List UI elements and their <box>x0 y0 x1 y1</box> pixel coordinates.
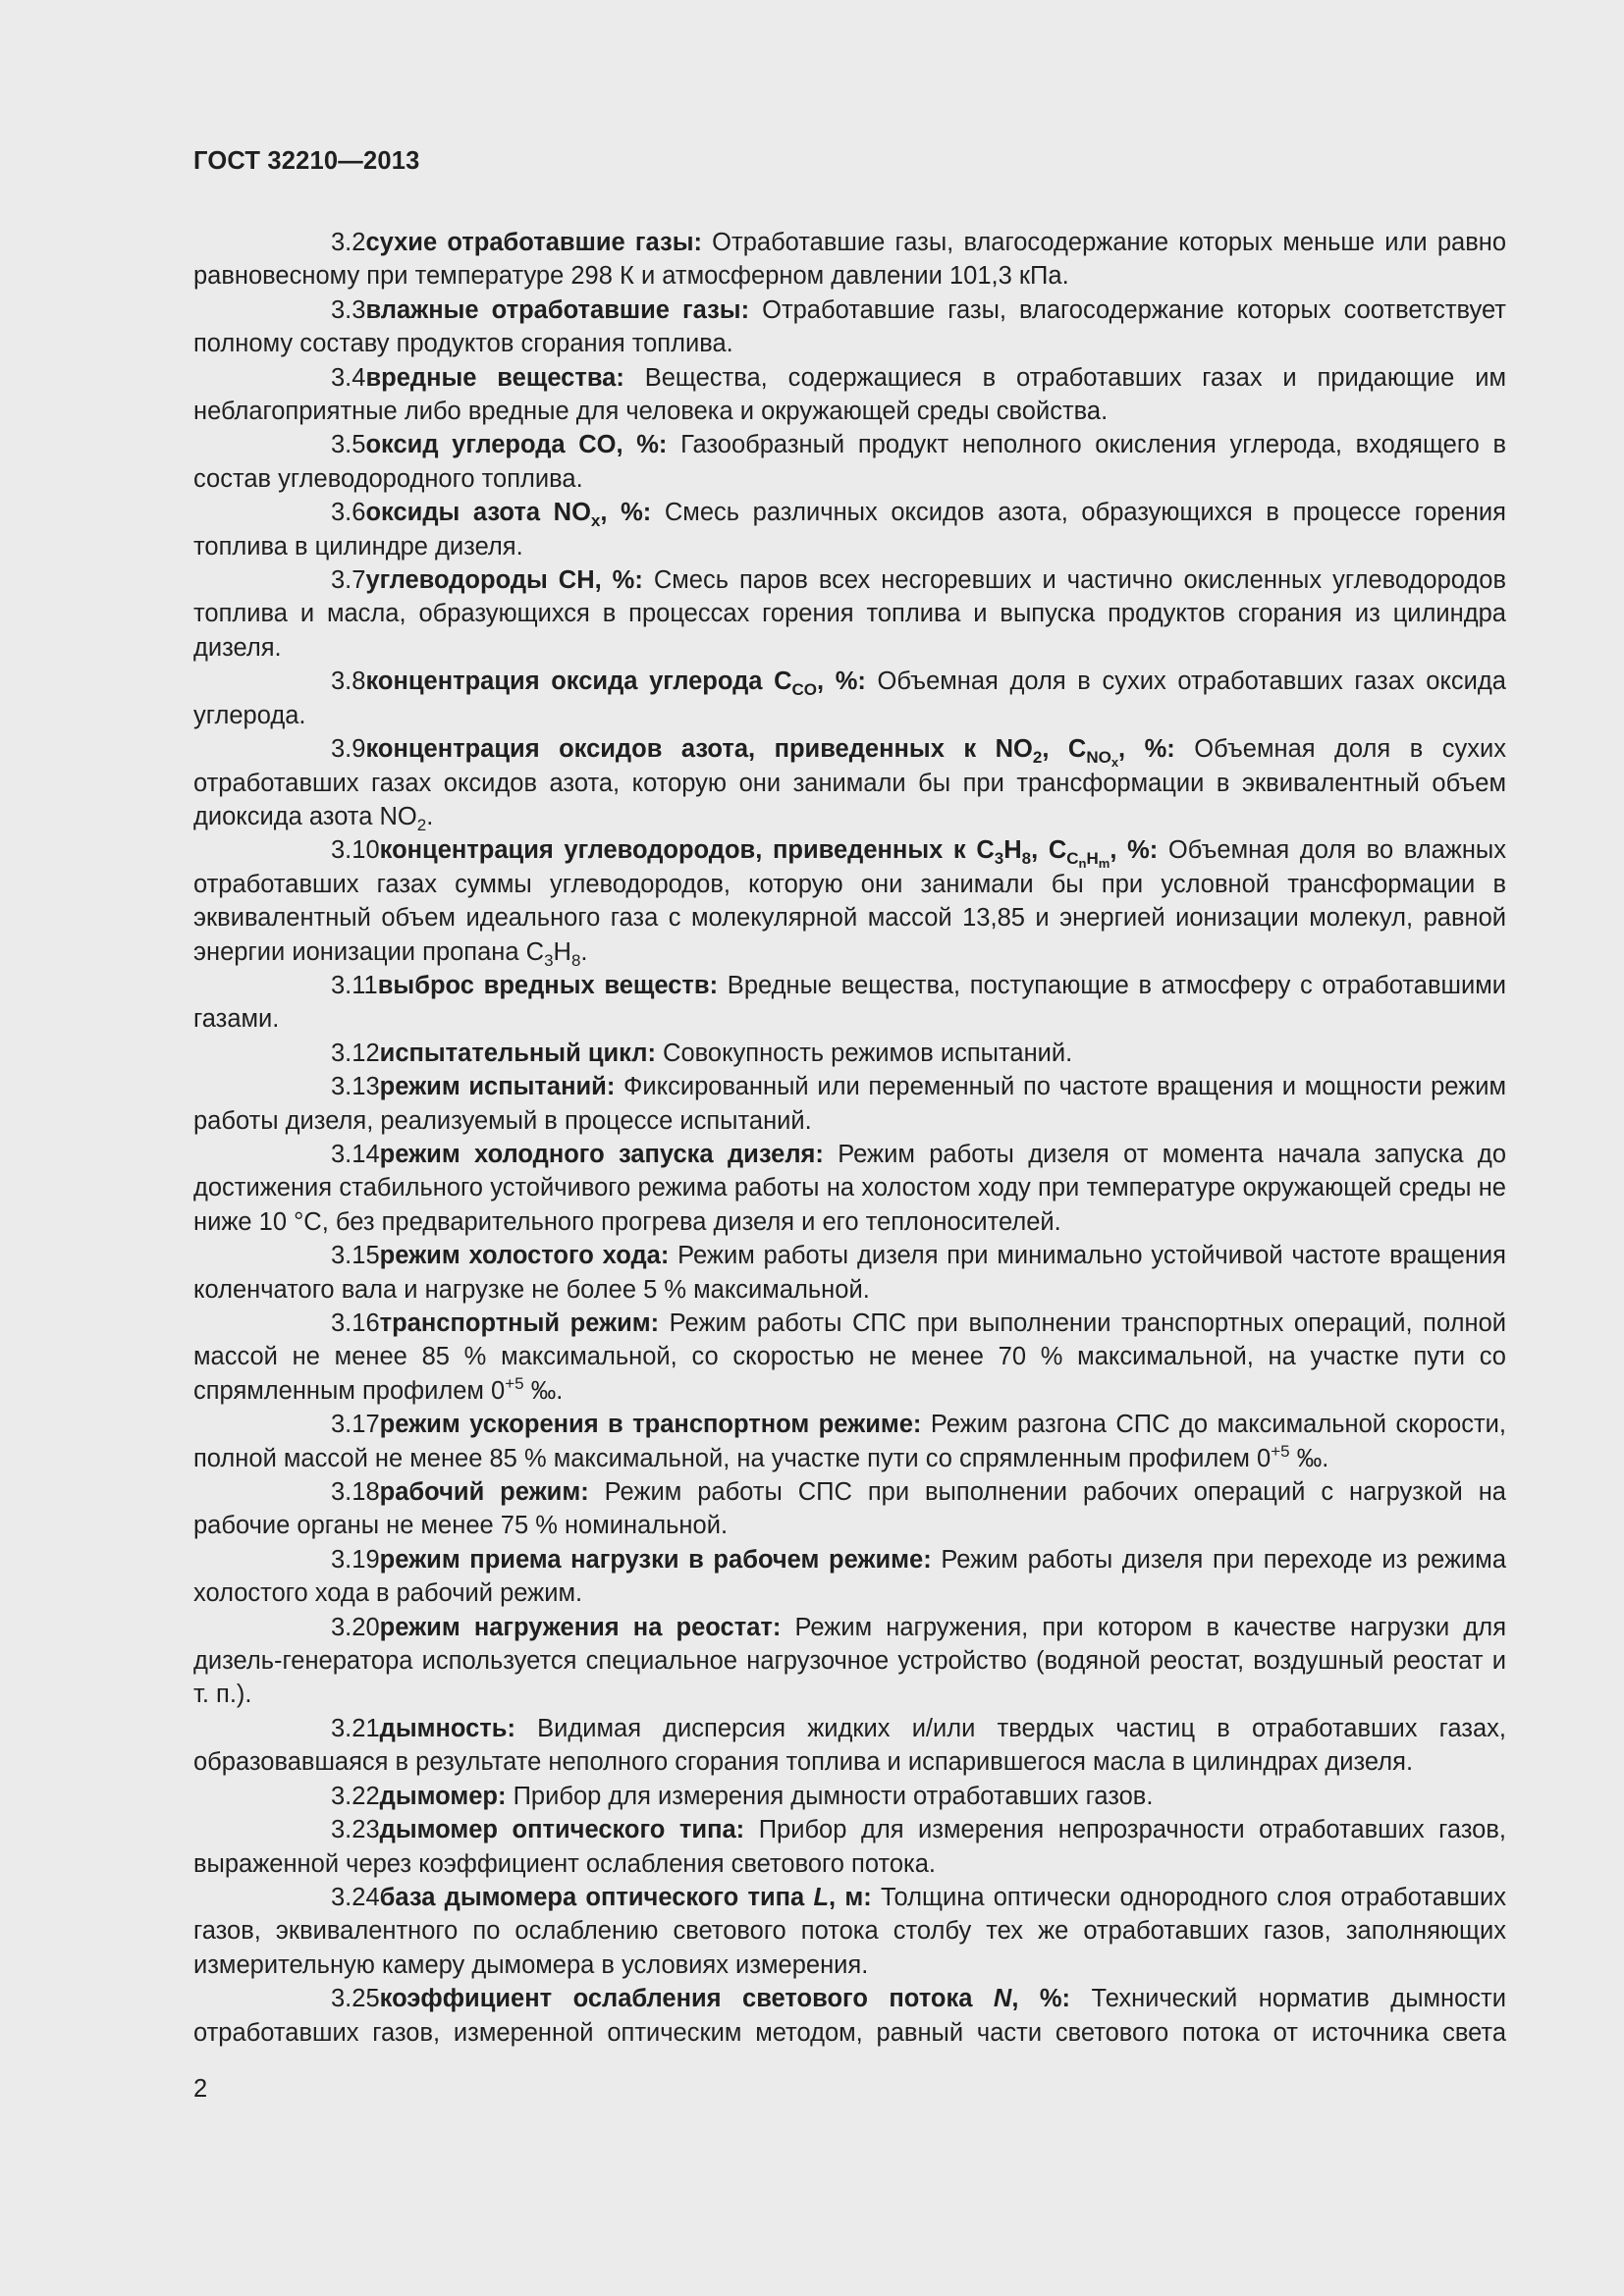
definition-text: Газообразный продукт неполного окисления углерода, входящего в состав углеводородного топлива. <box>193 431 1507 493</box>
term: режим ускорения в транспортном режиме: <box>379 1411 922 1439</box>
clause-number: 3.19 <box>331 1545 380 1574</box>
term-part: концентрация оксида углерода C <box>365 667 792 696</box>
definition-text: Режим работы СПС при выполнении транспортных операций, полной массой не менее 85 % максимальной, со скоростью не менее 70 % максимальной, на участке пути со спрямленным профилем 0 <box>193 1309 1506 1405</box>
clause-number: 3.8 <box>331 667 366 696</box>
term-part: H <box>1003 836 1022 865</box>
definition-text: Режим разгона СПС до максимальной скорости, полной массой не менее 85 % максимальной, на участке пути со спрямленным профилем 0 <box>193 1411 1506 1472</box>
definition-text: . <box>580 937 588 966</box>
subscript: CO <box>791 680 818 700</box>
definition-3-24 <box>193 1881 1506 1982</box>
term: режим холостого хода: <box>379 1242 670 1270</box>
document-header: ГОСТ 32210—2013 <box>193 147 420 175</box>
definition-3-10 <box>193 833 1506 969</box>
term: рабочий режим: <box>379 1478 589 1507</box>
definition-text: ‰. <box>523 1376 564 1405</box>
clause-number: 3.18 <box>331 1478 380 1507</box>
term: вредные вещества: <box>365 363 624 392</box>
definition-text: Объемная доля во влажных отработавших газах суммы углеводородов, которую они занимали бы при условной трансформации в эквивалентный объем идеального газа с молекулярной массой 13,85 и энергией ионизации молекул, равной энергии ионизации пропана C <box>193 836 1507 966</box>
definition-3-2 <box>193 226 1506 294</box>
definition-3-13 <box>193 1070 1506 1138</box>
definition-text: Объемная доля в сухих отработавших газах оксида углерода. <box>193 667 1506 729</box>
definition-3-6 <box>193 496 1506 563</box>
definition-text: Отработавшие газы, влагосодержание которых меньше или равно равновесному при температуре 298 К и атмосферном давлении 101,3 кПа. <box>193 229 1507 291</box>
clause-number: 3.3 <box>331 295 366 324</box>
term-part: база дымомера оптического типа <box>379 1883 814 1911</box>
definition-3-9 <box>193 732 1506 833</box>
subscript-part: C <box>1066 849 1079 869</box>
definition-text: Режим работы дизеля от момента начала запуска до достижения стабильного устойчивого режима работы на холостом ходу при температуре окружающей среды не ниже 10 °С, без предварительного прогрева дизеля и его теплоносителей. <box>193 1140 1506 1236</box>
clause-number: 3.17 <box>331 1411 380 1439</box>
term: дымомер оптического типа: <box>379 1816 745 1844</box>
term <box>380 1884 872 1911</box>
definition-text: Прибор для измерения дымности отработавших газов. <box>506 1782 1154 1810</box>
definition-3-11 <box>193 969 1506 1037</box>
definition-3-5 <box>193 428 1506 496</box>
definition-text: Видимая дисперсия жидких и/или твердых частиц в отработавших газах, образовавшаяся в результате неполного сгорания топлива и испарившегося масла в цилиндрах дизеля. <box>193 1714 1506 1777</box>
nested-subscript: n <box>1078 856 1087 872</box>
term <box>380 1985 1070 2012</box>
definition-text: Технический норматив дымности отработавших газов, измеренной оптическим методом, равный части светового потока от источника света <box>193 1985 1506 2047</box>
term-part: концентрация углеводородов, приведенных к C <box>379 836 995 865</box>
term: транспортный режим: <box>379 1309 660 1337</box>
definition-text: Режим нагружения, при котором в качестве нагрузки для дизель-генератора используется специальное нагрузочное устройство (водяной реостат, воздушный реостат и т. п.). <box>193 1613 1506 1709</box>
term-part: , %: <box>817 667 866 696</box>
definition-text: Отработавшие газы, влагосодержание которых соответствует полному составу продуктов сгорания топлива. <box>193 295 1506 358</box>
superscript: +5 <box>505 1373 524 1393</box>
subscript-part: H <box>1086 849 1099 869</box>
clause-number: 3.20 <box>331 1613 380 1641</box>
definition-3-25 <box>193 1982 1506 2050</box>
term <box>365 735 1175 771</box>
clause-number: 3.23 <box>331 1816 380 1844</box>
definition-3-23 <box>193 1813 1506 1881</box>
clause-number: 3.2 <box>331 229 366 256</box>
term: дымомер: <box>379 1782 507 1810</box>
clause-number: 3.22 <box>331 1782 380 1810</box>
definition-3-3 <box>193 294 1506 361</box>
term: дымность: <box>379 1714 515 1742</box>
definition-text: Вредные вещества, поступающие в атмосферу с отработавшими газами. <box>193 971 1506 1034</box>
term: испытательный цикл: <box>379 1039 656 1067</box>
term <box>379 836 1159 872</box>
definition-3-12 <box>193 1037 1506 1070</box>
variable: L <box>813 1883 830 1911</box>
definition-3-20 <box>193 1611 1506 1712</box>
definition-text: ‰. <box>1289 1444 1329 1472</box>
definition-3-15 <box>193 1239 1506 1307</box>
term: режим холодного запуска дизеля: <box>379 1140 824 1168</box>
definition-3-16 <box>193 1307 1506 1408</box>
term: сухие отработавшие газы: <box>365 229 702 256</box>
subscript: 8 <box>1021 849 1032 869</box>
term: режим нагружения на реостат: <box>379 1613 782 1641</box>
clause-number: 3.9 <box>331 735 366 764</box>
variable: N <box>993 1985 1012 2013</box>
term-part: концентрация оксидов азота, приведенных к NO <box>365 735 1033 764</box>
definition-text: Смесь паров всех несгоревших и частично окисленных углеводородов топлива и масла, образующихся в процессах горения топлива и выпуска продуктов сгорания из цилиндра дизеля. <box>193 566 1506 662</box>
subscript <box>1086 748 1119 771</box>
clause-number: 3.12 <box>331 1039 380 1067</box>
term: углеводороды CH, %: <box>365 566 643 595</box>
definition-text: Режим работы дизеля при минимально устойчивой частоте вращения коленчатого вала и нагрузке не более 5 % максимальной. <box>193 1242 1506 1304</box>
definition-3-19 <box>193 1543 1506 1611</box>
term: режим испытаний: <box>379 1073 616 1101</box>
term-part: оксиды азота NO <box>365 499 591 527</box>
definition-text: H <box>553 937 571 966</box>
nested-subscript: m <box>1098 856 1110 872</box>
definition-3-21 <box>193 1712 1506 1780</box>
definition-text: Объемная доля в сухих отработавших газах оксидов азота, которую они занимали бы при трансформации в эквивалентный объем диоксида азота NO <box>193 735 1506 830</box>
subscript-part: NO <box>1086 748 1111 768</box>
term: влажные отработавшие газы: <box>365 295 750 324</box>
nested-subscript: x <box>1110 755 1119 771</box>
definition-text: Прибор для измерения непрозрачности отработавших газов, выраженной через коэффициент ослабления светового потока. <box>193 1816 1506 1878</box>
clause-number: 3.10 <box>331 836 380 865</box>
clause-number: 3.11 <box>331 971 378 999</box>
subscript: 2 <box>416 815 427 834</box>
superscript: +5 <box>1271 1441 1290 1461</box>
definition-text: Режим работы дизеля при переходе из режима холостого хода в рабочий режим. <box>193 1545 1507 1608</box>
definition-3-22 <box>193 1780 1506 1813</box>
definition-3-8 <box>193 665 1506 732</box>
definition-text: Фиксированный или переменный по частоте вращения и мощности режим работы дизеля, реализуемый в процессе испытаний. <box>193 1073 1506 1135</box>
clause-number: 3.5 <box>331 431 366 459</box>
term-part: , м: <box>829 1883 872 1911</box>
definition-text: Толщина оптически однородного слоя отработавших газов, эквивалентного по ослаблению светового потока столбу тех же отработавших газов, заполняющих измерительную камеру дымомера в условиях измерения. <box>193 1883 1506 1979</box>
definition-text: Совокупность режимов испытаний. <box>655 1039 1073 1067</box>
subscript: 3 <box>544 950 554 970</box>
definition-3-17 <box>193 1408 1506 1475</box>
definition-3-4 <box>193 361 1506 429</box>
term <box>365 499 652 531</box>
term-part: , %: <box>1118 735 1175 764</box>
clause-number: 3.15 <box>331 1242 380 1270</box>
clause-number: 3.13 <box>331 1073 380 1101</box>
term-part: , %: <box>1011 1985 1071 2013</box>
definition-text: . <box>426 802 434 830</box>
definition-text: Вещества, содержащиеся в отработавших газах и придающие им неблагоприятные либо вредные для человека и окружающей среды свойства. <box>193 363 1506 426</box>
clause-number: 3.7 <box>331 566 366 595</box>
clause-number: 3.14 <box>331 1140 380 1168</box>
clause-number: 3.21 <box>331 1714 380 1742</box>
term-part: , C <box>1031 836 1067 865</box>
page-number: 2 <box>193 2075 208 2103</box>
definition-3-14 <box>193 1138 1506 1239</box>
definition-3-7 <box>193 563 1506 665</box>
document-body <box>193 226 1506 2050</box>
definition-3-18 <box>193 1475 1506 1543</box>
clause-number: 3.24 <box>331 1883 380 1911</box>
term-part: , C <box>1042 735 1087 764</box>
term: выброс вредных веществ: <box>377 971 719 999</box>
subscript: 3 <box>994 849 1004 869</box>
clause-number: 3.25 <box>331 1985 380 2013</box>
term: режим приема нагрузки в рабочем режиме: <box>379 1545 932 1574</box>
term: оксид углерода CO, %: <box>365 431 668 459</box>
clause-number: 3.4 <box>331 363 366 392</box>
term <box>365 667 866 700</box>
definition-text: Смесь различных оксидов азота, образующихся в процессе горения топлива в цилиндре дизеля. <box>193 499 1506 561</box>
term-part: коэффициент ослабления светового потока <box>379 1985 994 2013</box>
subscript: 2 <box>1032 748 1043 768</box>
subscript <box>1066 849 1110 872</box>
subscript: 8 <box>570 950 581 970</box>
definition-text: Режим работы СПС при выполнении рабочих операций с нагрузкой на рабочие органы не менее 75 % номинальной. <box>193 1478 1506 1540</box>
term-part: , %: <box>1110 836 1159 865</box>
clause-number: 3.16 <box>331 1309 380 1337</box>
term-part: , %: <box>600 499 652 527</box>
clause-number: 3.6 <box>331 499 366 527</box>
subscript: x <box>590 511 601 531</box>
